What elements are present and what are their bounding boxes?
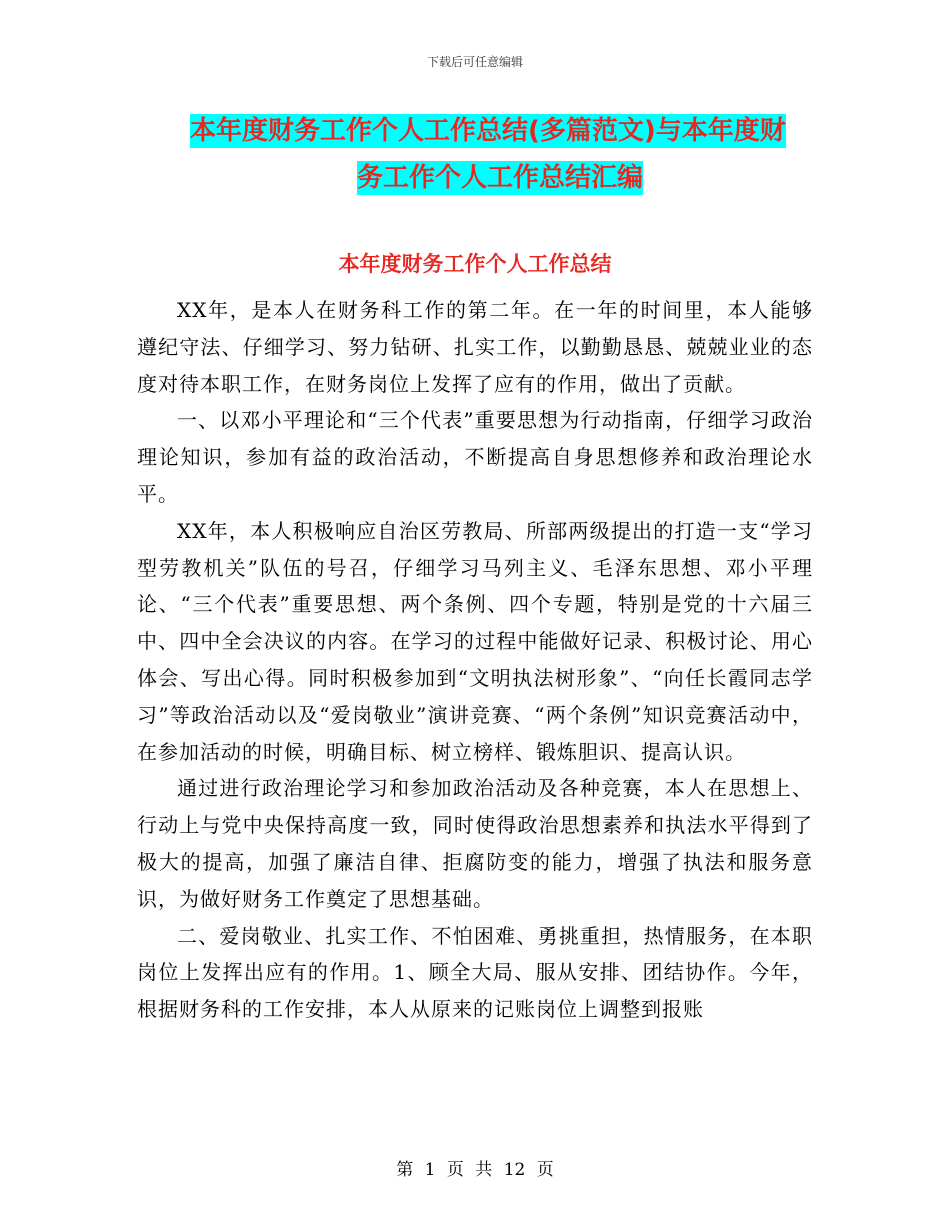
main-title-line-1 — [190, 108, 810, 155]
paragraph-2: 一、以邓小平理论和“三个代表”重要思想为行动指南，仔细学习政治理论知识，参加有益的政治活动，不断提高自身思想修养和政治理论水平。 — [137, 408, 813, 506]
main-title-line-2-text: 务工作个人工作总结汇编 — [356, 163, 643, 193]
main-title-line-2 — [190, 155, 810, 202]
paragraph-4: 通过进行政治理论学习和参加政治活动及各种竞赛，本人在思想上、行动上与党中央保持高度一致，同时使得政治思想素养和执法水平得到了极大的提高，加强了廉洁自律、拒腐防变的能力，增强了执法和服务意识，为做好财务工作奠定了思想基础。 — [137, 776, 813, 911]
paragraph-1: XX年，是本人在财务科工作的第二年。在一年的时间里，本人能够遵纪守法、仔细学习、努力钻研、扎实工作，以勤勤恳恳、兢兢业业的态度对待本职工作，在财务岗位上发挥了应有的作用，做出了贡献。 — [137, 298, 813, 396]
paragraph-3: XX年，本人积极响应自治区劳教局、所部两级提出的打造一支“学习型劳教机关”队伍的号召，仔细学习马列主义、毛泽东思想、邓小平理论、“三个代表”重要思想、两个条例、四个专题，特别是党的十六届三中、四中全会决议的内容。在学习的过程中能做好记录、积极讨论、用心体会、写出心得。同时积极参加到“文明执法树形象”、“向任长霞同志学习”等政治活动以及“爱岗敬业”演讲竞赛、“两个条例”知识竞赛活动中，在参加活动的时候，明确目标、树立榜样、锻炼胆识、提高认识。 — [137, 518, 813, 764]
section-title: 本年度财务工作个人工作总结 — [338, 252, 612, 276]
page-number: 第 1 页 共 12 页 — [396, 1160, 554, 1180]
paragraph-5: 二、爱岗敬业、扎实工作、不怕困难、勇挑重担，热情服务，在本职岗位上发挥出应有的作用。1、顾全大局、服从安排、团结协作。今年，根据财务科的工作安排，本人从原来的记账岗位上调整到报账 — [137, 923, 813, 1022]
header-note: 下载后可任意编辑 — [426, 55, 523, 69]
main-title-line-1-text: 本年度财务工作个人工作总结(多篇范文)与本年度财 — [190, 116, 786, 146]
document-body — [137, 292, 813, 1028]
main-title — [190, 108, 810, 202]
